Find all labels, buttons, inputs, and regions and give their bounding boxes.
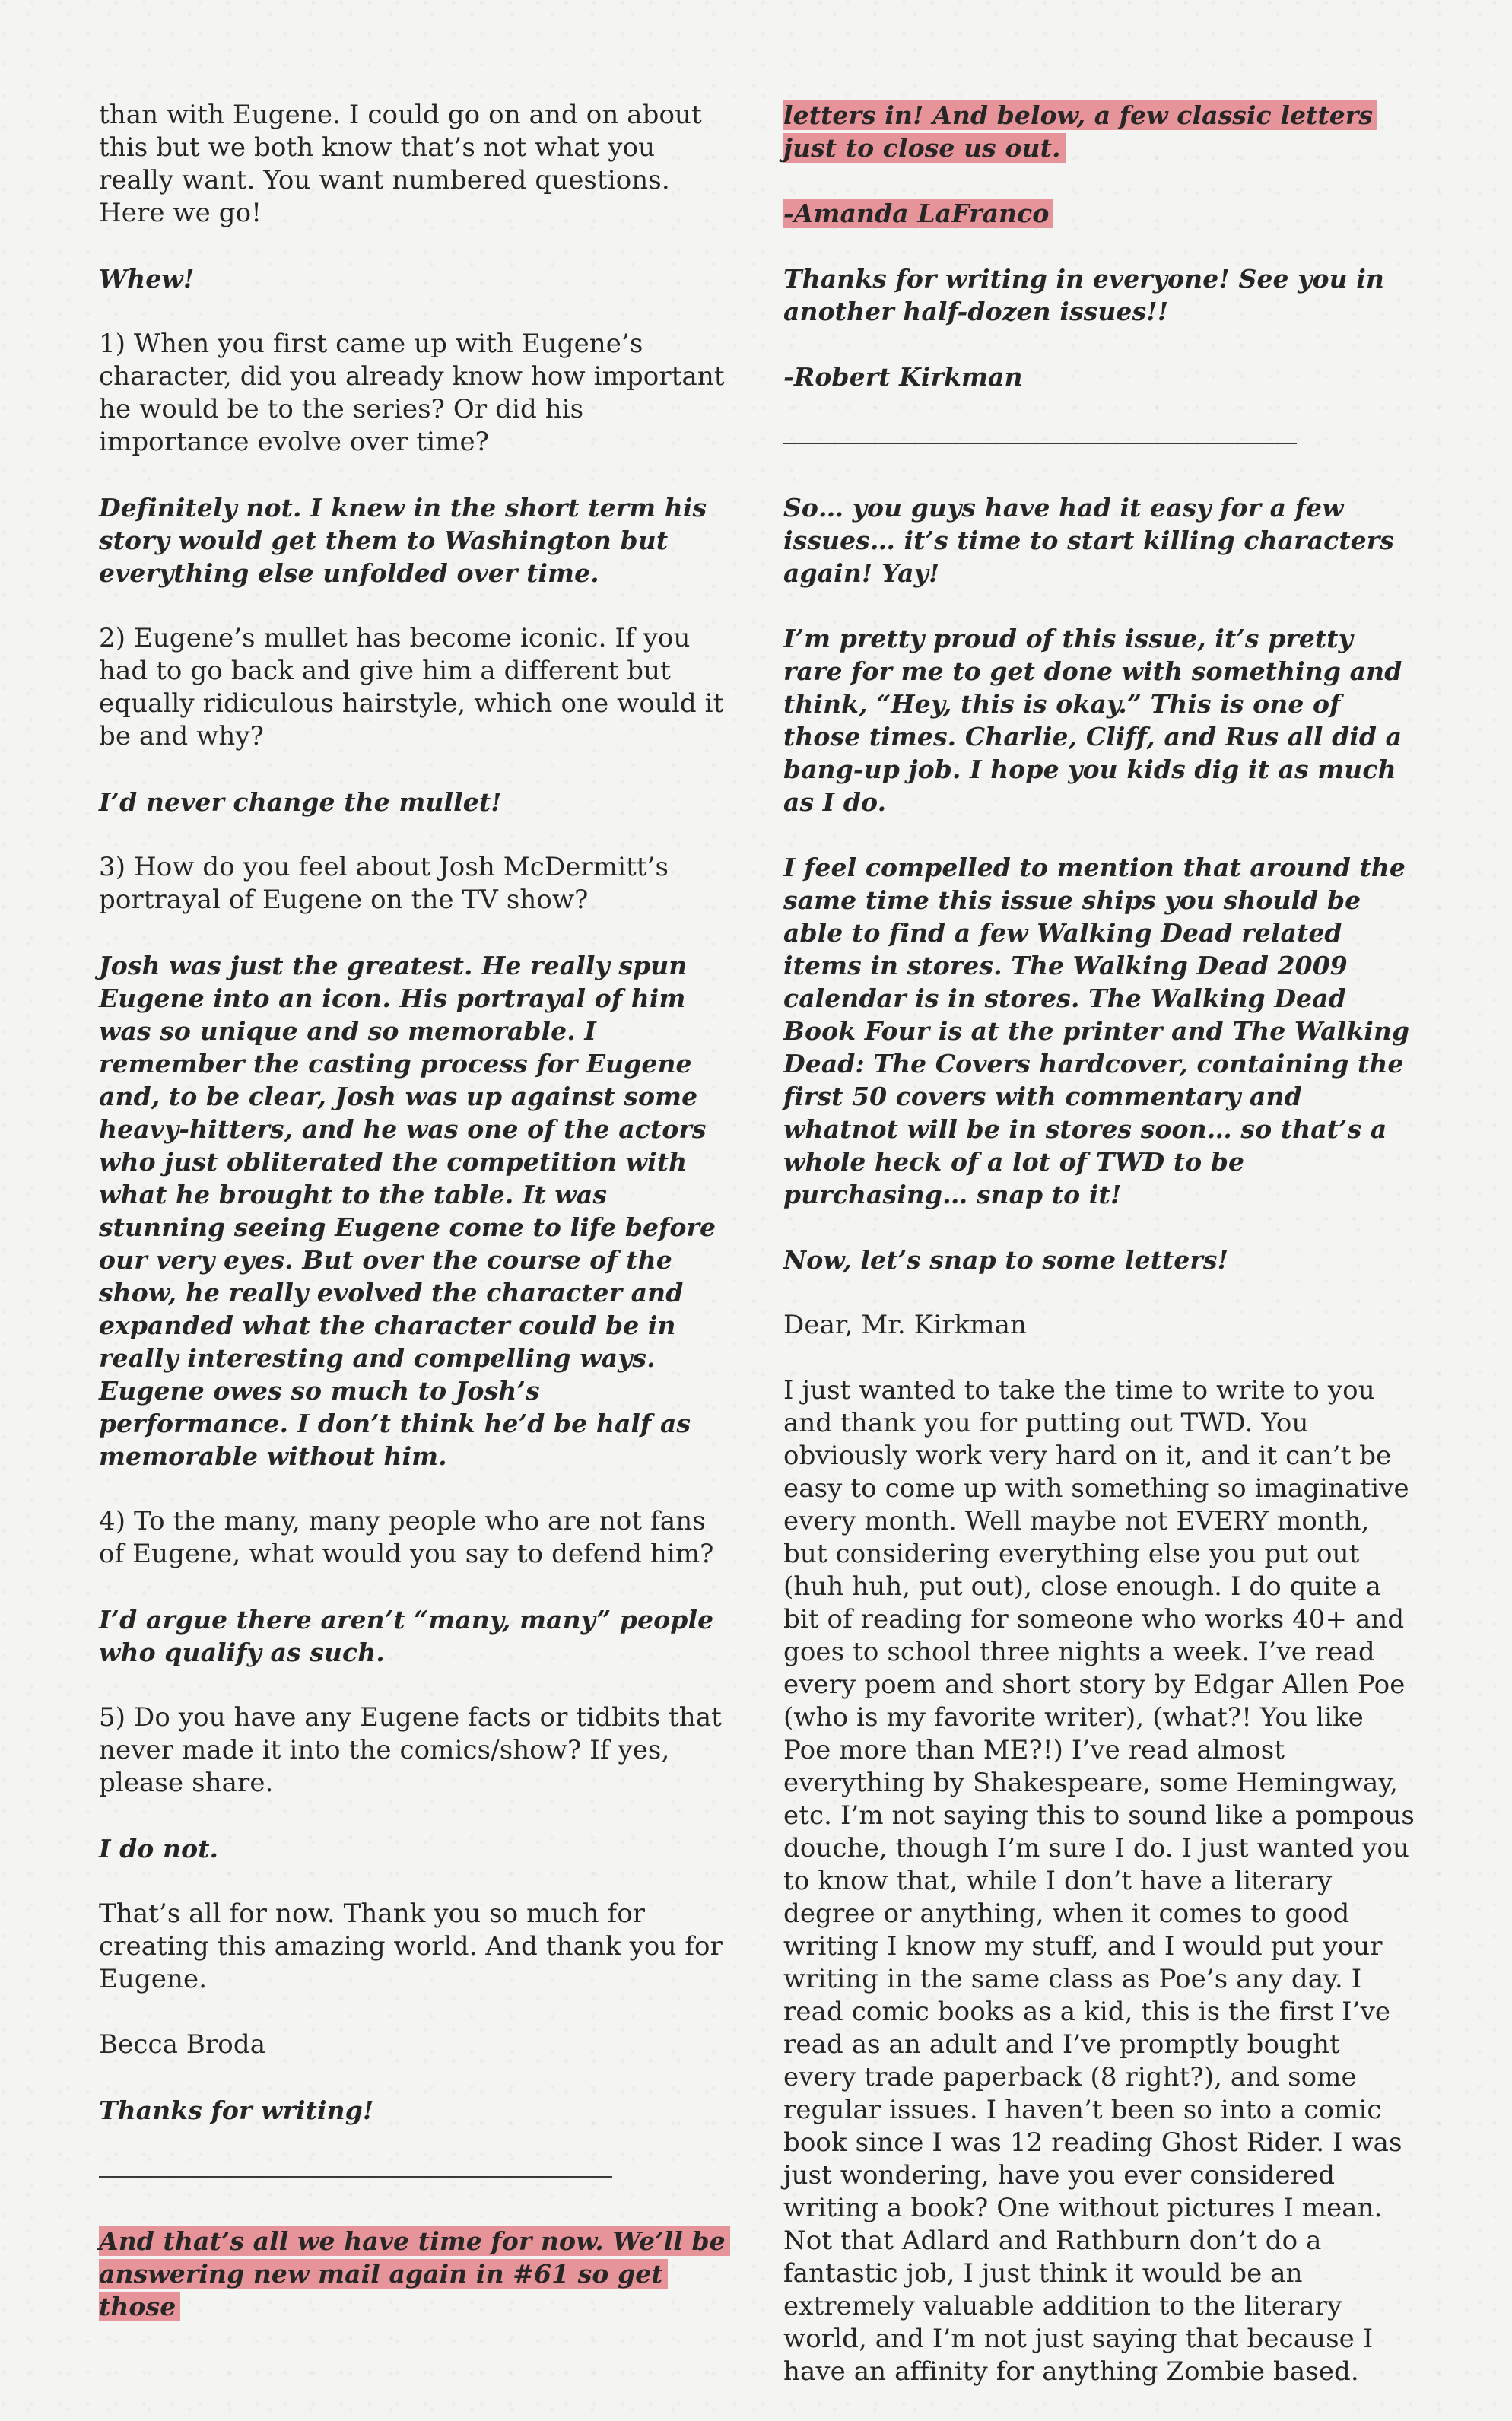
- paragraph: 2) Eugene’s mullet has become iconic. If you had to go back and give him a different but equally ridiculous hairstyle, which one would it be and why?: [99, 623, 724, 751]
- paragraph: 5) Do you have any Eugene facts or tidbits that never made it into the comics/show? If yes, please share.: [99, 1702, 722, 1798]
- highlighted-paragraph: [783, 197, 1415, 230]
- highlighted-paragraph: [783, 99, 1415, 164]
- right-column: [783, 99, 1415, 2421]
- reply-paragraph: Thanks for writing in everyone! See you in another half-dozen issues!!: [783, 264, 1385, 326]
- highlighted-text: letters in! And below, a few classic letters just to close us out.: [783, 100, 1377, 163]
- reply-paragraph: Whew!: [99, 264, 195, 294]
- reply-paragraph: I’d argue there aren’t “many, many” people who qualify as such.: [99, 1605, 714, 1667]
- reply-paragraph: I’m pretty proud of this issue, it’s pretty rare for me to get done with something and think, “Hey, this is okay.” This is one of those times. Charlie, Cliff, and Rus all did a bang-up job. I hope you kids dig it as much as I do.: [783, 624, 1402, 817]
- reply-paragraph: Thanks for writing!: [99, 2095, 374, 2125]
- paragraph: Dear, Mr. Kirkman: [783, 1310, 1027, 1340]
- reply-paragraph: Definitely not. I knew in the short term his story would get them to Washington but everything else unfolded over time.: [99, 493, 707, 588]
- reply-paragraph: Now, let’s snap to some letters!: [783, 1245, 1229, 1275]
- paragraph: 1) When you first came up with Eugene’s character, did you already know how important he would be to the series? Or did his importance evolve over time?: [99, 329, 725, 457]
- paragraph: 3) How do you feel about Josh McDermitt’s portrayal of Eugene on the TV show?: [99, 852, 669, 915]
- highlighted-text: -Amanda LaFranco: [783, 199, 1053, 228]
- reply-paragraph: I’d never change the mullet!: [99, 787, 502, 817]
- highlighted-text: And that’s all we have time for now. We’ll be answering new mail again in #61 so get those: [99, 2226, 730, 2321]
- highlighted-paragraph: [99, 2225, 738, 2323]
- paragraph: Becca Broda: [99, 2029, 266, 2060]
- reply-paragraph: I do not.: [99, 1834, 219, 1863]
- reply-paragraph: Josh was just the greatest. He really spun Eugene into an icon. His portrayal of him was so unique and so memorable. I remember the casting process for Eugene and, to be clear, Josh was up against some heavy-hitters, and he was one of the actors who just obliterated the competition with what he brought to the table. It was stunning seeing Eugene come to life before our very eyes. But over the course of the show, he really evolved the character and expanded what the character could be in really interesting and compelling ways. Eugene owes so much to Josh’s performance. I don’t think he’d be half as memorable without him.: [99, 951, 716, 1471]
- reply-paragraph: -Robert Kirkman: [783, 362, 1023, 392]
- paragraph: than with Eugene. I could go on and on about this but we both know that’s not what you really want. You want numbered questions. Here we go!: [99, 100, 702, 228]
- left-column: [99, 99, 738, 2356]
- paragraph: I just wanted to take the time to write to you and thank you for putting out TWD. You obviously work very hard on it, and it can’t be easy to come up with something so imaginative every month. Well maybe not EVERY month, but considering everything else you put out (huh huh, put out), close enough. I do quite a bit of reading for someone who works 40+ and goes to school three nights a week. I’ve read every poem and short story by Edgar Allen Poe (who is my favorite writer), (what?! You like Poe more than ME?!) I’ve read almost everything by Shakespeare, some Hemingway, etc. I’m not saying this to sound like a pompous douche, though I’m sure I do. I just wanted you to know that, while I don’t have a literary degree or anything, when it comes to good writing I know my stuff, and I would put your writing in the same class as Poe’s any day. I read comic books as a kid, this is the first I’ve read as an adult and I’ve promptly bought every trade paperback (8 right?), and some regular issues. I haven’t been so into a comic book since I was 12 reading Ghost Rider. I was just wondering, have you ever considered writing a book? One without pictures I mean. Not that Adlard and Rathburn don’t do a fantastic job, I just think it would be an extremely valuable addition to the literary world, and I’m not just saying that because I have an affinity for anything Zombie based.: [783, 1375, 1415, 2387]
- paragraph: That’s all for now. Thank you so much for creating this amazing world. And thank you for Eugene.: [99, 1898, 723, 1994]
- section-divider: [783, 426, 1415, 459]
- reply-paragraph: I feel compelled to mention that around the same time this issue ships you should be able to find a few Walking Dead related items in stores. The Walking Dead 2009 calendar is in stores. The Walking Dead Book Four is at the printer and The Walking Dead: The Covers hardcover, containing the first 50 covers with commentary and whatnot will be in stores soon… so that’s a whole heck of a lot of TWD to be purchasing… snap to it!: [783, 853, 1410, 1209]
- section-divider: [99, 2159, 738, 2192]
- paragraph: 4) To the many, many people who are not fans of Eugene, what would you say to defend him?: [99, 1506, 714, 1569]
- reply-paragraph: So… you guys have had it easy for a few issues… it’s time to start killing characters again! Yay!: [783, 493, 1394, 588]
